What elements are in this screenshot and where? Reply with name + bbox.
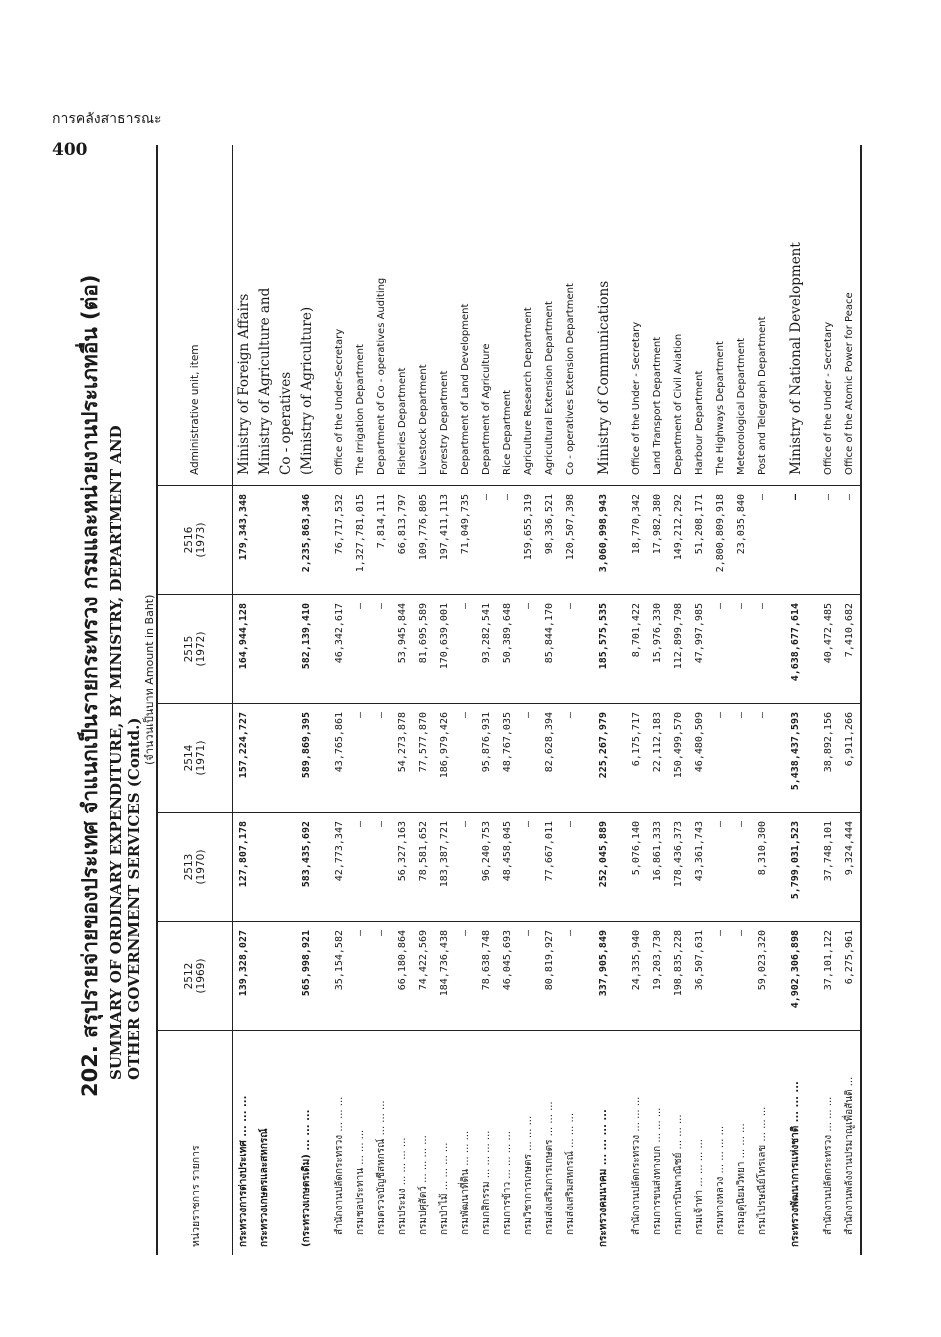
- row-value: 7,814,111: [371, 486, 392, 595]
- row-english-label: The Highways Department: [715, 341, 726, 475]
- row-english-label: Office of the Under - Secretary: [823, 321, 834, 475]
- row-value: 183,387,721: [434, 813, 455, 922]
- row-value: 178,436,373: [668, 813, 689, 922]
- row-value: —: [518, 922, 539, 1031]
- row-value: —: [371, 704, 392, 813]
- row-value: 48,767,035: [497, 704, 518, 813]
- row-value: —: [560, 813, 581, 922]
- row-value: 85,844,170: [539, 595, 560, 704]
- title-english-line2: OTHER GOVERNMENT SERVICES (Contd.): [125, 717, 143, 1080]
- row-thai-label: กรมปศุสัตว์ ... ... ... ...: [413, 1031, 434, 1256]
- row-thai-label: กระทรวงเกษตรและสหกรณ์: [254, 1031, 275, 1256]
- row-value: 8,701,422: [626, 595, 647, 704]
- row-value: —: [731, 922, 752, 1031]
- row-value: 82,628,394: [539, 704, 560, 813]
- title-english-line1: SUMMARY OF ORDINARY EXPENDITURE, BY MINISTRY, DEPARTMENT AND: [107, 425, 125, 1080]
- row-thai-label: กรมอุตุนิยมวิทยา ... ... ...: [731, 1031, 752, 1256]
- table-row-ministry: [296, 145, 317, 1255]
- row-value: 96,240,753: [476, 813, 497, 922]
- row-value: 36,507,631: [689, 922, 710, 1031]
- row-value: —: [476, 486, 497, 595]
- row-value: —: [710, 813, 731, 922]
- row-value: 46,342,617: [329, 595, 350, 704]
- table-row-department: [392, 145, 413, 1255]
- units-note: (จำนวนเป็นบาท Amount in Baht): [143, 594, 156, 765]
- row-thai-label: สำนักงานปลัดกระทรวง ... ... ...: [818, 1031, 839, 1256]
- row-english-label: Ministry of National Development: [787, 242, 804, 475]
- row-thai-label: กรมทางหลวง ... ... ... ...: [710, 1031, 731, 1256]
- row-value: 9,324,444: [839, 813, 861, 922]
- row-value: 59,023,320: [752, 922, 773, 1031]
- row-value: 4,638,677,614: [785, 595, 806, 704]
- header-year-2514: 2514 (1971): [157, 704, 233, 813]
- row-thai-label: กรมกสิกรรม ... ... ... ...: [476, 1031, 497, 1256]
- row-value: —: [785, 486, 806, 595]
- row-value: —: [350, 704, 371, 813]
- row-value: 40,472,485: [818, 595, 839, 704]
- row-value: —: [560, 922, 581, 1031]
- row-value: [254, 595, 275, 704]
- row-value: 24,335,940: [626, 922, 647, 1031]
- row-value: 179,343,348: [233, 486, 255, 595]
- row-english-label: Land Transport Department: [652, 336, 663, 475]
- row-value: 37,101,122: [818, 922, 839, 1031]
- row-value: [254, 813, 275, 922]
- row-value: —: [371, 922, 392, 1031]
- table-row-department: [560, 145, 581, 1255]
- row-english-label: Fisheries Department: [397, 367, 408, 475]
- row-english-label: Livestock Department: [418, 364, 429, 475]
- table-row-department: [455, 145, 476, 1255]
- row-value: —: [371, 813, 392, 922]
- row-value: 225,267,979: [593, 704, 614, 813]
- row-value: 565,998,921: [296, 922, 317, 1031]
- row-value: —: [350, 922, 371, 1031]
- row-value: —: [455, 595, 476, 704]
- row-value: 81,695,589: [413, 595, 434, 704]
- row-spacer: [614, 145, 626, 1255]
- row-value: 43,361,743: [689, 813, 710, 922]
- row-value: 197,411,113: [434, 486, 455, 595]
- expenditure-table: [156, 145, 862, 1255]
- table-row-department: [839, 145, 861, 1255]
- row-english-label: Co - operatives Extension Department: [565, 283, 576, 475]
- row-spacer: [773, 145, 785, 1255]
- row-value: —: [371, 595, 392, 704]
- row-value: 6,275,961: [839, 922, 861, 1031]
- row-value: 112,899,798: [668, 595, 689, 704]
- row-value: 198,835,228: [668, 922, 689, 1031]
- row-value: 149,212,292: [668, 486, 689, 595]
- row-value: 74,422,569: [413, 922, 434, 1031]
- row-value: 582,139,410: [296, 595, 317, 704]
- row-value: —: [518, 595, 539, 704]
- row-value: 22,112,183: [647, 704, 668, 813]
- row-value: 16,861,333: [647, 813, 668, 922]
- row-value: 252,045,889: [593, 813, 614, 922]
- row-value: —: [818, 486, 839, 595]
- row-thai-label: กระทรวงการต่างประเทศ ... ... ...: [233, 1031, 255, 1256]
- row-value: 37,748,101: [818, 813, 839, 922]
- row-thai-label: กรมพัฒนาที่ดิน ... ... ...: [455, 1031, 476, 1256]
- row-value: [275, 486, 296, 595]
- row-value: 2,235,863,346: [296, 486, 317, 595]
- row-value: 185,575,535: [593, 595, 614, 704]
- row-thai-label: กรมวิชาการเกษตร ... ... ...: [518, 1031, 539, 1256]
- row-value: 98,336,521: [539, 486, 560, 595]
- row-value: 5,438,437,593: [785, 704, 806, 813]
- table-row-department: [539, 145, 560, 1255]
- row-english-label: Forestry Department: [439, 370, 450, 475]
- row-thai-label: สำนักงานปลัดกระทรวง ... ... ...: [626, 1031, 647, 1256]
- row-value: 78,638,748: [476, 922, 497, 1031]
- row-value: —: [560, 704, 581, 813]
- row-value: 3,060,998,943: [593, 486, 614, 595]
- table-row-department: [731, 145, 752, 1255]
- row-english-label: Office of the Under - Secretary: [631, 321, 642, 475]
- table-row-department: [752, 145, 773, 1255]
- row-english-label: Meteorological Department: [736, 337, 747, 475]
- row-value: 47,997,985: [689, 595, 710, 704]
- row-english-label: Department of Agriculture: [481, 343, 492, 475]
- row-value: —: [710, 595, 731, 704]
- row-thai-label: กรมการขนส่งทางบก ... ... ...: [647, 1031, 668, 1256]
- row-value: —: [710, 922, 731, 1031]
- table-row-ministry: [254, 145, 275, 1255]
- row-value: 127,807,178: [233, 813, 255, 922]
- table-row-department: [710, 145, 731, 1255]
- row-value: 139,328,027: [233, 922, 255, 1031]
- header-thai-label: หน่วยราชการ รายการ: [157, 1031, 233, 1256]
- row-value: 77,667,011: [539, 813, 560, 922]
- row-value: 120,507,398: [560, 486, 581, 595]
- row-value: 42,773,347: [329, 813, 350, 922]
- table-row-department: [371, 145, 392, 1255]
- row-value: 51,208,171: [689, 486, 710, 595]
- row-value: [275, 595, 296, 704]
- row-value: 186,979,426: [434, 704, 455, 813]
- row-value: 35,154,582: [329, 922, 350, 1031]
- row-value: 17,982,380: [647, 486, 668, 595]
- row-value: [254, 704, 275, 813]
- row-value: 583,435,692: [296, 813, 317, 922]
- header-year-2516: 2516 (1973): [157, 486, 233, 595]
- row-english-label: Agriculture Research Department: [523, 307, 534, 475]
- row-english-label: (Ministry of Agriculture): [298, 306, 315, 475]
- row-thai-label: กระทรวงคมนาคม ... ... ... ...: [593, 1031, 614, 1256]
- table-row-department: [647, 145, 668, 1255]
- row-value: —: [752, 704, 773, 813]
- row-value: 184,736,438: [434, 922, 455, 1031]
- header-year-2515: 2515 (1972): [157, 595, 233, 704]
- table-row-ministry: [785, 145, 806, 1255]
- row-thai-label: กรมส่งเสริมการเกษตร ... ... ...: [539, 1031, 560, 1256]
- table-row-department: [518, 145, 539, 1255]
- table-header-row: [157, 145, 233, 1255]
- row-value: 7,410,682: [839, 595, 861, 704]
- row-value: —: [839, 486, 861, 595]
- table-row-department: [689, 145, 710, 1255]
- row-value: 46,480,509: [689, 704, 710, 813]
- row-value: 77,577,870: [413, 704, 434, 813]
- row-value: 170,639,001: [434, 595, 455, 704]
- row-value: —: [731, 813, 752, 922]
- row-value: 164,944,128: [233, 595, 255, 704]
- row-thai-label: (กระทรวงเกษตรเดิม) ... ... ...: [296, 1031, 317, 1256]
- row-value: 4,902,306,898: [785, 922, 806, 1031]
- row-value: —: [350, 595, 371, 704]
- row-thai-label: สำนักงานปลัดกระทรวง ... ... ...: [329, 1031, 350, 1256]
- row-value: —: [731, 704, 752, 813]
- row-value: 23,035,840: [731, 486, 752, 595]
- row-value: 19,203,730: [647, 922, 668, 1031]
- row-value: —: [455, 813, 476, 922]
- row-value: 54,273,878: [392, 704, 413, 813]
- row-value: 1,327,781,015: [350, 486, 371, 595]
- row-spacer: [581, 145, 593, 1255]
- table-row-department: [626, 145, 647, 1255]
- row-value: 589,869,395: [296, 704, 317, 813]
- row-english-label: Ministry of Foreign Affairs: [235, 293, 252, 475]
- running-header: การคลังสาธารณะ: [52, 111, 162, 127]
- row-english-label: Office of the Atomic Power for Peace: [844, 292, 855, 475]
- table-row-department: [818, 145, 839, 1255]
- row-value: —: [752, 486, 773, 595]
- row-value: [254, 486, 275, 595]
- table-row-department: [497, 145, 518, 1255]
- row-thai-label: กรมส่งเสริมสหกรณ์ ... ... ...: [560, 1031, 581, 1256]
- row-value: 80,819,927: [539, 922, 560, 1031]
- row-value: 150,499,570: [668, 704, 689, 813]
- table-row-department: [350, 145, 371, 1255]
- row-value: 46,045,693: [497, 922, 518, 1031]
- row-english-label: Rice Department: [502, 389, 513, 475]
- row-value: 8,310,300: [752, 813, 773, 922]
- row-thai-label: กรมชลประทาน ... ... ...: [350, 1031, 371, 1256]
- row-value: 5,799,031,523: [785, 813, 806, 922]
- row-value: 95,876,931: [476, 704, 497, 813]
- row-value: 93,282,541: [476, 595, 497, 704]
- row-value: 56,327,163: [392, 813, 413, 922]
- row-value: 5,076,140: [626, 813, 647, 922]
- row-value: 18,770,342: [626, 486, 647, 595]
- page-number: 400: [52, 140, 88, 160]
- table-row-ministry: [275, 145, 296, 1255]
- row-value: 43,765,861: [329, 704, 350, 813]
- row-english-label: Co - operatives: [277, 371, 294, 475]
- row-value: 157,224,727: [233, 704, 255, 813]
- row-value: 2,800,809,918: [710, 486, 731, 595]
- row-value: 50,389,648: [497, 595, 518, 704]
- table-title-block: [74, 135, 143, 1255]
- row-english-label: Department of Civil Aviation: [673, 333, 684, 475]
- row-value: —: [731, 595, 752, 704]
- row-value: 66,180,864: [392, 922, 413, 1031]
- row-spacer: [317, 145, 329, 1255]
- row-value: —: [752, 595, 773, 704]
- row-english-label: Office of the Under-Secretary: [334, 328, 345, 475]
- row-english-label: Ministry of Agriculture and: [256, 287, 273, 475]
- row-thai-label: กระทรวงพัฒนาการแห่งชาติ ... ... ...: [785, 1031, 806, 1256]
- title-thai: 202. สรุปรายจ่ายของประเทศ จำแนกเป็นรายกระทรวง กรมและหน่วยงานประเภทอื่น (ต่อ): [78, 274, 102, 1097]
- row-value: 109,776,805: [413, 486, 434, 595]
- table-row-department: [434, 145, 455, 1255]
- row-thai-label: กรมไปรษณีย์โทรเลข ... ... ...: [752, 1031, 773, 1256]
- row-thai-label: กรมเจ้าท่า ... ... ... ...: [689, 1031, 710, 1256]
- row-value: 337,905,849: [593, 922, 614, 1031]
- row-value: —: [455, 704, 476, 813]
- table-row-ministry: [593, 145, 614, 1255]
- row-value: 66,813,797: [392, 486, 413, 595]
- row-thai-label: กรมป่าไม้ ... ... ... ...: [434, 1031, 455, 1256]
- row-value: 159,655,319: [518, 486, 539, 595]
- header-year-2512: 2512 (1969): [157, 922, 233, 1031]
- row-value: 15,976,330: [647, 595, 668, 704]
- rotated-table-page: [64, 125, 864, 1265]
- row-value: —: [710, 704, 731, 813]
- row-value: —: [518, 704, 539, 813]
- table-body: [233, 145, 862, 1255]
- row-value: [254, 922, 275, 1031]
- row-value: —: [350, 813, 371, 922]
- table-row-ministry: [233, 145, 255, 1255]
- table-row-department: [413, 145, 434, 1255]
- table-row-department: [476, 145, 497, 1255]
- row-thai-label: กรมการข้าว ... ... ... ...: [497, 1031, 518, 1256]
- header-english-label: Administrative unit, item: [157, 145, 233, 486]
- row-value: [275, 922, 296, 1031]
- row-value: [275, 704, 296, 813]
- row-value: —: [560, 595, 581, 704]
- row-english-label: The Irrigation Department: [355, 344, 366, 475]
- row-thai-label: กรมการบินพาณิชย์ ... ... ...: [668, 1031, 689, 1256]
- table-row-department: [668, 145, 689, 1255]
- row-value: 53,945,844: [392, 595, 413, 704]
- header-year-2513: 2513 (1970): [157, 813, 233, 922]
- row-value: —: [518, 813, 539, 922]
- row-value: 6,911,266: [839, 704, 861, 813]
- row-value: 78,581,652: [413, 813, 434, 922]
- row-english-label: Agricultural Extension Department: [544, 301, 555, 475]
- row-thai-label: กรมประมง ... ... ... ...: [392, 1031, 413, 1256]
- row-value: [275, 813, 296, 922]
- table-row-department: [329, 145, 350, 1255]
- row-spacer: [806, 145, 818, 1255]
- row-value: 6,175,717: [626, 704, 647, 813]
- row-value: 38,892,156: [818, 704, 839, 813]
- row-value: 48,458,045: [497, 813, 518, 922]
- row-english-label: Post and Telegraph Department: [757, 316, 768, 475]
- row-thai-label: สำนักงานพลังงานปรมาณูเพื่อสันติ ...: [839, 1031, 861, 1256]
- row-value: —: [497, 486, 518, 595]
- row-value: 71,049,735: [455, 486, 476, 595]
- row-thai-label: กรมตรวจบัญชีสหกรณ์ ... ... ...: [371, 1031, 392, 1256]
- row-thai-label: [275, 1031, 296, 1256]
- row-english-label: Harbour Department: [694, 370, 705, 475]
- row-english-label: Department of Land Development: [460, 303, 471, 475]
- row-english-label: Ministry of Communications: [595, 280, 612, 475]
- row-english-label: Department of Co - operatives Auditing: [376, 277, 387, 475]
- row-value: 76,717,532: [329, 486, 350, 595]
- row-value: —: [455, 922, 476, 1031]
